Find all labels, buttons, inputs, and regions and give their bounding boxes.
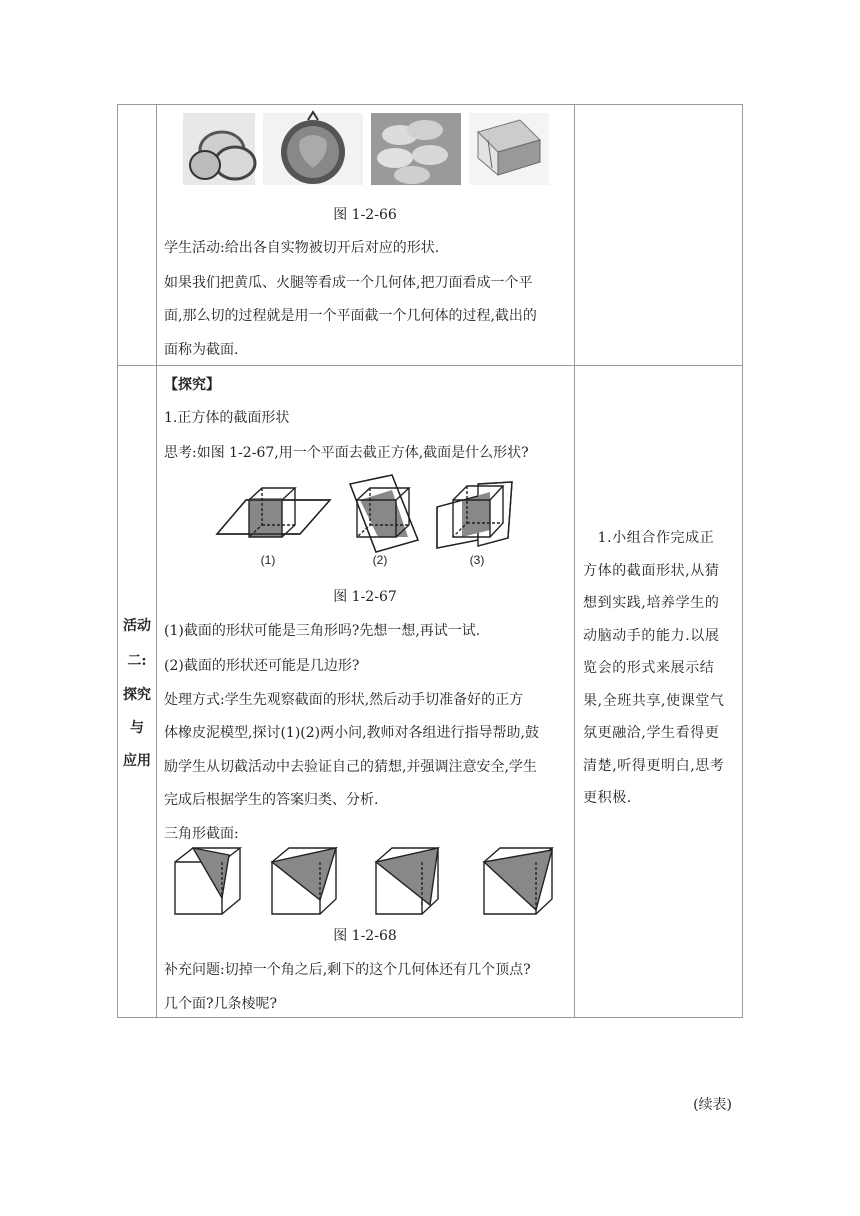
text-line: (1)截面的形状可能是三角形吗?先想一想,再试一试.	[164, 623, 481, 639]
figure-caption: 图 1-2-66	[333, 207, 397, 223]
teaching-intent-notes	[583, 522, 735, 815]
text-line: 体橡皮泥模型,探讨(1)(2)两小问,教师对各组进行指导帮助,鼓	[164, 725, 540, 741]
text-line: 面称为截面.	[164, 342, 239, 358]
figure-caption: 图 1-2-67	[333, 589, 397, 605]
triangle-cut-2	[272, 848, 336, 914]
text-line: 几个面?几条棱呢?	[164, 996, 278, 1012]
text-line: 补充问题:切掉一个角之后,剩下的这个几何体还有几个顶点?	[164, 962, 531, 978]
activity-label: 活动	[123, 618, 151, 634]
activity-label: 应用	[123, 753, 151, 769]
note-line: 览会的形式来展示结	[583, 660, 715, 676]
text-line: (2)截面的形状还可能是几边形?	[164, 658, 360, 674]
subheading: 1.正方体的截面形状	[164, 410, 290, 426]
activity-label: 探究	[123, 687, 151, 703]
triangle-cut-1	[175, 848, 240, 914]
section-heading: 【探究】	[164, 377, 220, 393]
figure-caption: 图 1-2-68	[333, 928, 397, 944]
note-line: 果,全班共享,使课堂气	[583, 692, 725, 709]
note-line: 更积极.	[583, 790, 632, 806]
note-line: 氛更融洽,学生看得更	[583, 725, 720, 741]
note-line: 清楚,听得更明白,思考	[583, 757, 725, 774]
activity-label: 与	[130, 720, 144, 736]
fig-label: (1)	[260, 553, 276, 567]
text-line: 励学生从切截活动中去验证自己的猜想,并强调注意安全,学生	[164, 759, 537, 775]
note-line: 方体的截面形状,从猜	[583, 562, 720, 579]
note-line: 动脑动手的能力.以展	[583, 627, 720, 644]
activity-label: 二:	[127, 653, 147, 669]
continued-label: (续表)	[693, 1097, 732, 1113]
triangle-cut-4	[484, 848, 552, 914]
triangle-cut-3	[376, 848, 438, 914]
note-line: 1.小组合作完成正	[583, 530, 715, 546]
note-line: 想到实践,培养学生的	[583, 595, 720, 611]
fig-label: (2)	[372, 553, 388, 567]
text-line: 处理方式:学生先观察截面的形状,然后动手切准备好的正方	[164, 692, 524, 708]
text-line: 完成后根据学生的答案归类、分析.	[164, 792, 379, 808]
text-line: 思考:如图 1-2-67,用一个平面去截正方体,截面是什么形状?	[164, 445, 529, 461]
text-line: 三角形截面:	[164, 826, 239, 842]
text-line: 面,那么切的过程就是用一个平面截一个几何体的过程,截出的	[164, 308, 537, 324]
fig-label: (3)	[469, 553, 485, 567]
text-line: 如果我们把黄瓜、火腿等看成一个几何体,把刀面看成一个平	[164, 275, 533, 291]
text-line: 学生活动:给出各自实物被切开后对应的形状.	[164, 240, 440, 256]
